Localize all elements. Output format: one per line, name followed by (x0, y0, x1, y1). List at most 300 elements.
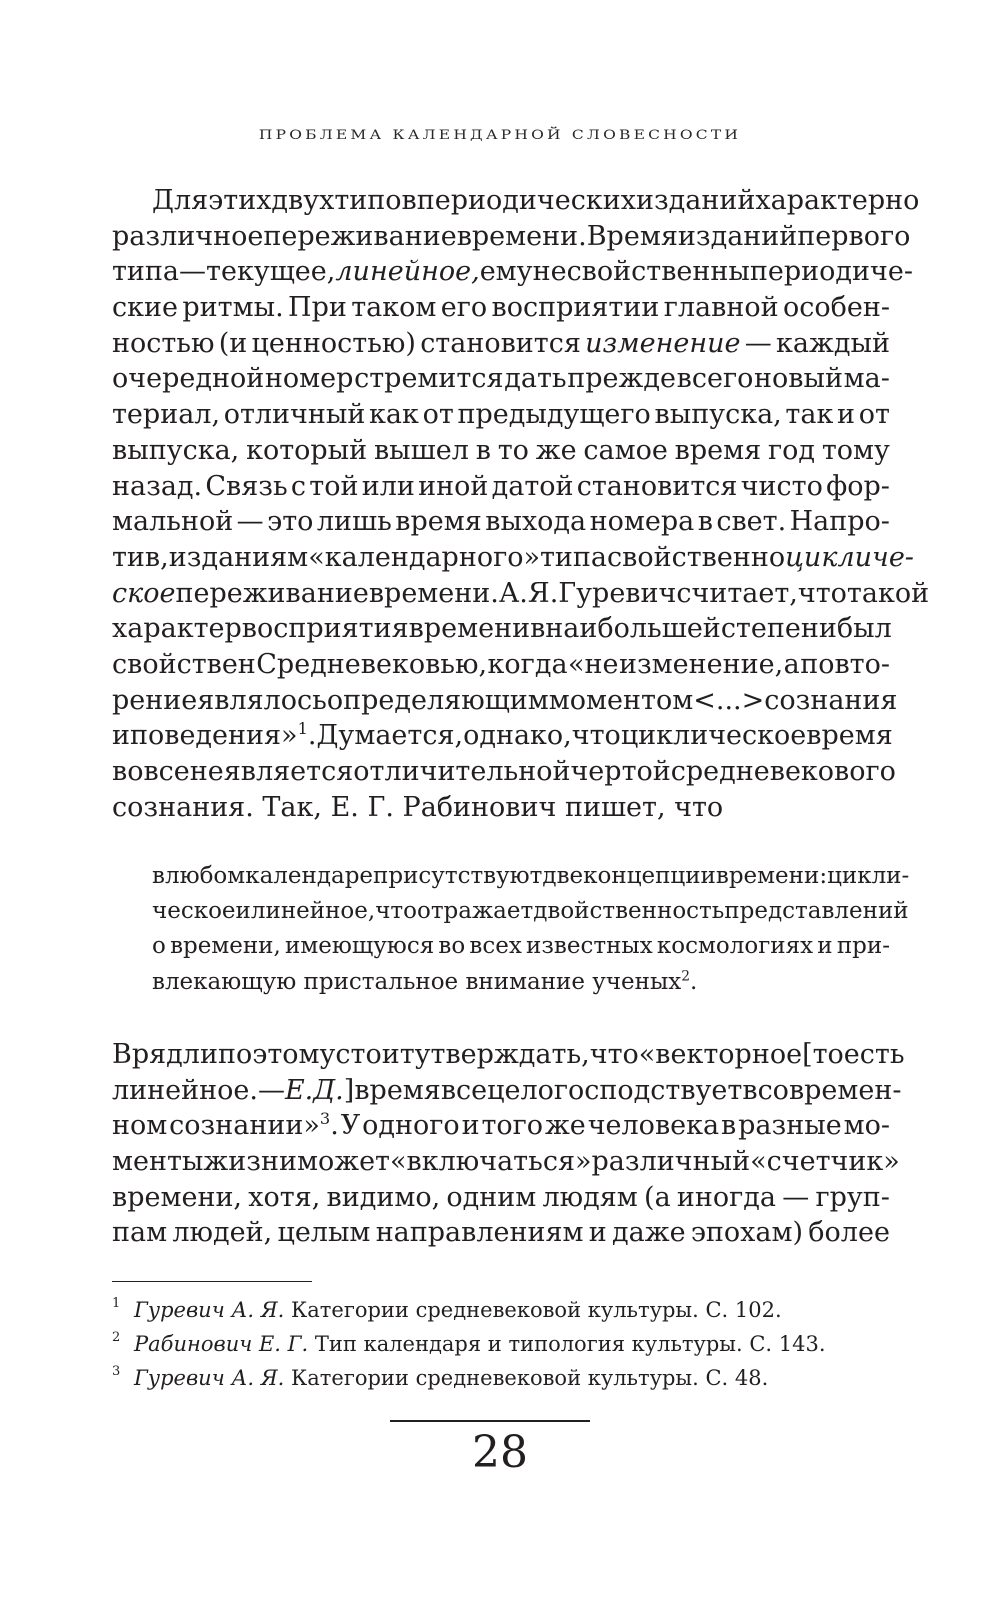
text-run: в (742, 1074, 758, 1106)
text-run: хотя, (248, 1181, 321, 1213)
text-run: Так, (262, 791, 322, 823)
word (671, 754, 896, 790)
text-run: того (481, 1110, 544, 1142)
word (621, 718, 806, 754)
text-run: назад. (112, 470, 203, 502)
word (785, 540, 914, 576)
word (219, 326, 248, 362)
word (462, 1108, 480, 1144)
word (545, 1108, 586, 1144)
word (203, 1144, 297, 1180)
word (263, 219, 456, 255)
text-run: с (290, 470, 307, 502)
word (438, 929, 465, 964)
word (112, 433, 239, 469)
text-run: чертой (570, 756, 671, 787)
text-run: текущее, (206, 256, 336, 288)
text-run: чисто (740, 470, 823, 502)
text-line (112, 254, 913, 290)
italic-text: ское (112, 577, 176, 609)
text-run: переживание (175, 577, 369, 609)
text-run: отличительной (353, 756, 571, 787)
text-run: — (782, 1181, 810, 1213)
footnote-title: Тип календаря и типология культуры. С. 143. (308, 1332, 826, 1356)
text-run: вовсе (112, 756, 190, 787)
text-run: был (836, 613, 892, 645)
text-run: двух (271, 185, 335, 216)
word (246, 433, 367, 469)
word (172, 1215, 272, 1251)
word (826, 469, 890, 505)
text-run: линейное, (250, 898, 376, 925)
word (528, 576, 558, 612)
text-run: эпохам) (690, 1217, 804, 1249)
text-run: одного (362, 1110, 460, 1142)
text-run: выпуска, (112, 434, 240, 466)
word (112, 469, 202, 505)
text-run: дать (504, 363, 567, 395)
word (390, 1144, 592, 1180)
word (224, 397, 366, 433)
word (481, 1108, 543, 1144)
text-run: пристальное (303, 968, 459, 995)
word (815, 1180, 889, 1216)
text-line (112, 290, 890, 326)
word (353, 754, 570, 790)
text-run: что (589, 1039, 639, 1070)
text-run: цикли- (827, 863, 910, 889)
text-run: время (354, 1074, 441, 1106)
word (465, 965, 592, 1000)
text-run: «не (568, 648, 619, 680)
text-line (112, 1073, 902, 1109)
text-line (112, 754, 896, 790)
word (485, 504, 586, 540)
word (367, 790, 402, 826)
footnote-ref: 2 (681, 967, 691, 984)
text-run: А. (498, 577, 528, 609)
text-run: времени (408, 613, 531, 645)
text-run: Я. (527, 577, 559, 609)
text-run: времени: (715, 863, 828, 889)
text-run: имеющуюся (285, 933, 435, 960)
text-run: Рабинович (402, 791, 557, 823)
text-run: восприятии (491, 292, 660, 324)
word (592, 1144, 751, 1180)
word (403, 790, 565, 826)
text-run: средневекового (670, 756, 896, 787)
word (837, 611, 892, 647)
text-run: ма- (843, 363, 890, 395)
word (540, 540, 607, 576)
word (206, 254, 335, 290)
word (112, 290, 178, 326)
text-run: . (690, 968, 698, 995)
text-run: главной (663, 292, 779, 324)
text-run: и (461, 1110, 480, 1142)
text-run: времени, (112, 1181, 243, 1213)
word (492, 469, 574, 505)
word (285, 1073, 313, 1109)
text-run: сознании» (169, 1110, 320, 1142)
text-run: время (395, 506, 482, 538)
text-run: две (542, 863, 584, 889)
word (420, 326, 581, 362)
word (112, 540, 169, 576)
text-line (112, 576, 930, 612)
word (316, 718, 463, 754)
word (376, 1215, 584, 1251)
word (542, 859, 583, 894)
text-run: то (497, 434, 529, 466)
text-run: датой (491, 470, 574, 502)
word (844, 1108, 890, 1144)
text-run: что (797, 577, 847, 609)
text-run: лишь (316, 506, 392, 538)
word (291, 469, 306, 505)
word (256, 647, 487, 683)
text-run: [то (802, 1039, 844, 1070)
text-run: той (309, 470, 359, 502)
word (335, 1037, 414, 1073)
text-run: год (767, 434, 815, 466)
word (341, 1108, 361, 1144)
text-run: направлениям (375, 1217, 584, 1249)
text-run: так (785, 399, 834, 431)
word (369, 576, 499, 612)
word (112, 326, 215, 362)
word (304, 965, 466, 1000)
word (676, 576, 798, 612)
text-run: любом (164, 863, 246, 889)
word (504, 361, 566, 397)
word (190, 754, 224, 790)
word (112, 1037, 183, 1073)
word (859, 397, 890, 433)
footnote-number: 1 (112, 1296, 121, 1311)
word (588, 1108, 719, 1144)
text-run: пам (112, 1217, 168, 1249)
text-run: Для (152, 185, 209, 216)
word (754, 361, 843, 397)
text-run: а (783, 648, 800, 680)
text-run: и (837, 399, 856, 431)
text-run: поведения» (130, 720, 298, 752)
text-run: менты (112, 1146, 204, 1178)
text-run: «календарного» (308, 541, 540, 573)
word (354, 361, 503, 397)
word (619, 647, 783, 683)
word (218, 1037, 335, 1073)
text-run: периодиче- (749, 256, 913, 288)
word (170, 929, 281, 964)
text-line (112, 1215, 890, 1251)
text-run: же (544, 1110, 586, 1142)
italic-text: цикличе- (785, 541, 914, 573)
word (568, 647, 619, 683)
text-run: двойственность (533, 898, 725, 925)
word (248, 1180, 320, 1216)
text-run: мо- (843, 1110, 890, 1142)
text-run: в (721, 1110, 737, 1142)
text-run: очередной (112, 363, 265, 395)
text-line (112, 397, 890, 433)
word (152, 183, 208, 219)
word (374, 433, 469, 469)
word (331, 790, 368, 826)
text-run: циклическое (620, 720, 807, 752)
word (526, 929, 653, 964)
text-run: «счетчик» (750, 1146, 900, 1178)
text-run: считает, (676, 577, 798, 609)
word (585, 326, 740, 362)
word (698, 504, 713, 540)
word (245, 859, 373, 894)
text-run: известных (526, 933, 653, 960)
word (317, 504, 392, 540)
text-run: становится (576, 470, 738, 502)
text-run: это (267, 506, 314, 538)
word (308, 540, 540, 576)
paragraph-1 (112, 183, 930, 825)
text-line (112, 361, 890, 397)
text-run: сознания (764, 684, 898, 716)
word (827, 859, 909, 894)
word (655, 397, 782, 433)
footnote-text (134, 1293, 782, 1327)
text-run: свойственно (607, 541, 786, 573)
text-run: отражает (416, 898, 534, 925)
text-run: что (674, 791, 724, 823)
italic-text: Д. (313, 1074, 344, 1106)
text-line (112, 433, 890, 469)
text-run: может (296, 1146, 390, 1178)
text-run: свойствен (112, 648, 256, 680)
word (545, 611, 721, 647)
text-run: при- (836, 933, 890, 960)
word (313, 1073, 354, 1109)
word (236, 894, 251, 929)
word (271, 183, 334, 219)
footnote-title: Категории средневековой культуры. С. 48. (284, 1366, 769, 1390)
text-run: номера (589, 506, 695, 538)
text-run: (и (218, 327, 248, 359)
text-run: У (340, 1110, 361, 1142)
text-run: Е. (330, 791, 359, 823)
text-run: выхода (485, 506, 587, 538)
word (457, 219, 587, 255)
text-run: повто- (800, 648, 890, 680)
word (417, 183, 636, 219)
italic-text: изменение (585, 327, 741, 359)
word (592, 965, 697, 1000)
word (590, 1037, 639, 1073)
word (721, 611, 837, 647)
word (258, 1073, 285, 1109)
word (674, 790, 723, 826)
word (657, 929, 813, 964)
word (716, 859, 827, 894)
text-run: не (532, 256, 567, 288)
text-run: ценностью) (251, 327, 416, 359)
text-run: время (806, 720, 893, 752)
word (844, 1037, 905, 1073)
text-run: ли (182, 1039, 218, 1070)
text-run: поэтому (217, 1039, 336, 1070)
word (395, 504, 482, 540)
word (782, 1180, 809, 1216)
word (183, 1037, 218, 1073)
word (112, 1215, 167, 1251)
text-run: что (571, 720, 621, 752)
text-run: — (236, 506, 264, 538)
word (677, 1180, 776, 1216)
text-run: людям (542, 1181, 638, 1213)
text-run: «включаться» (389, 1146, 592, 1178)
word (375, 894, 417, 929)
word (112, 504, 233, 540)
text-run: когда (487, 648, 568, 680)
footnote-author: Гуревич А. Я. (134, 1298, 285, 1322)
text-run: от (858, 399, 890, 431)
word (112, 576, 175, 612)
text-run: внимание (465, 968, 585, 995)
word (112, 1108, 167, 1144)
text-run: предыдущего (457, 399, 651, 431)
text-line (112, 718, 893, 754)
text-run: . (307, 720, 317, 752)
word (469, 929, 521, 964)
text-run: сознания. (112, 791, 254, 823)
text-run: Связь (205, 470, 288, 502)
word (776, 326, 890, 362)
word (457, 397, 650, 433)
word (112, 1144, 203, 1180)
text-run: вышел (373, 434, 469, 466)
text-run: и (112, 720, 130, 752)
word (362, 1108, 460, 1144)
word (691, 1215, 803, 1251)
text-run: ] (343, 1074, 355, 1106)
word (847, 576, 929, 612)
word (441, 1073, 554, 1109)
text-run: времени. (456, 220, 587, 252)
text-line (112, 683, 898, 719)
word (112, 1073, 258, 1109)
text-run: и (235, 898, 251, 925)
word (179, 254, 206, 290)
word (351, 290, 436, 326)
word (277, 1215, 370, 1251)
word (267, 504, 313, 540)
word (533, 254, 567, 290)
word (590, 504, 695, 540)
word (806, 718, 893, 754)
word (169, 1108, 339, 1144)
word (335, 254, 479, 290)
word (265, 361, 354, 397)
word (530, 611, 545, 647)
word (549, 683, 693, 719)
word (417, 894, 533, 929)
text-run: новый (754, 363, 843, 395)
text-run: и (817, 933, 833, 960)
word (499, 576, 528, 612)
footnote-author: Гуревич А. Я. (134, 1366, 285, 1390)
text-line (112, 219, 911, 255)
word (636, 183, 755, 219)
word (488, 647, 568, 683)
text-line (152, 859, 910, 894)
word (112, 361, 264, 397)
word (152, 894, 236, 929)
word (639, 1037, 802, 1073)
text-run: ческое (152, 898, 236, 925)
word (808, 1215, 890, 1251)
text-run: о (152, 933, 166, 960)
word (738, 1108, 842, 1144)
text-run: — (257, 1074, 285, 1106)
word (463, 718, 572, 754)
text-run: влекающую (152, 968, 297, 995)
text-run: в (697, 506, 713, 538)
text-run: и (588, 1217, 607, 1249)
word (750, 1144, 900, 1180)
text-run: космологиях (656, 933, 814, 960)
word (480, 254, 533, 290)
word (533, 894, 724, 929)
word (800, 647, 890, 683)
text-run: концепции (583, 863, 716, 889)
text-run: типов (334, 185, 417, 216)
text-run: такой (846, 577, 930, 609)
text-run: первого (797, 220, 911, 252)
text-run: таком (351, 292, 437, 324)
text-run: этих (208, 185, 272, 216)
word (678, 219, 797, 255)
text-run: всего (676, 363, 754, 395)
text-line (112, 647, 890, 683)
text-run: ученых (592, 968, 682, 995)
word (675, 433, 762, 469)
text-line (112, 504, 890, 540)
text-run: типа (112, 256, 180, 288)
word (415, 1037, 590, 1073)
text-run: всецело (440, 1074, 554, 1106)
text-line (112, 1108, 890, 1144)
word (492, 290, 660, 326)
word (152, 859, 165, 894)
text-run: изданиям (168, 541, 309, 573)
text-run: же (535, 434, 577, 466)
word (112, 683, 197, 719)
word (567, 254, 750, 290)
text-line (152, 894, 909, 929)
word (565, 790, 674, 826)
footnote-text (134, 1361, 768, 1395)
word (334, 183, 416, 219)
text-run: от (422, 399, 454, 431)
text-run: выпуска, (654, 399, 782, 431)
word (423, 397, 454, 433)
word (297, 1144, 390, 1180)
text-run: Вряд (112, 1039, 183, 1070)
word (790, 504, 890, 540)
text-run: моментом (548, 684, 694, 716)
text-line (152, 965, 890, 1000)
text-run: ритмы. (182, 292, 284, 324)
text-run: одним (446, 1181, 537, 1213)
